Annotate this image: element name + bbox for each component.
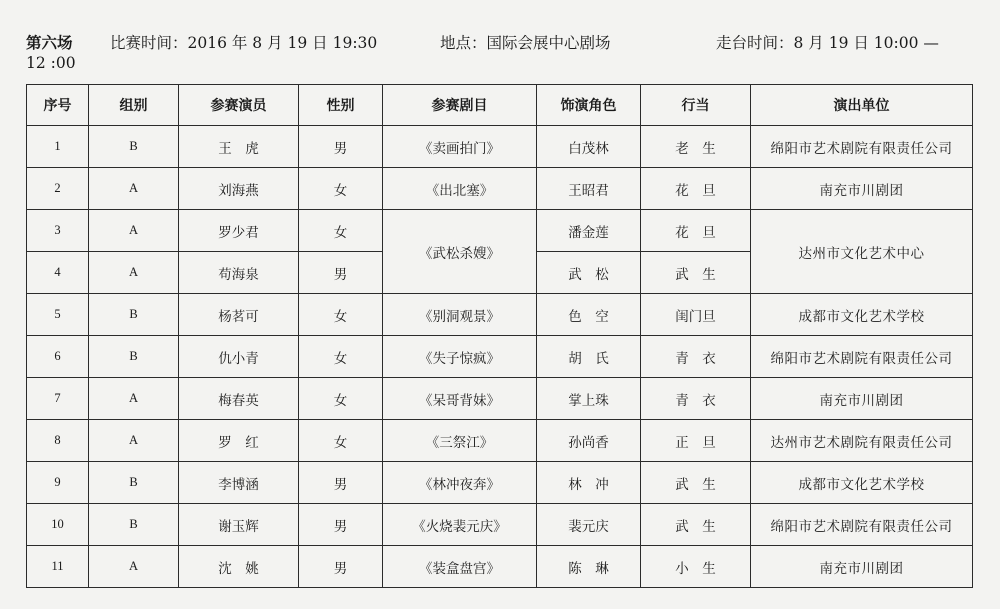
cell-unit: 达州市艺术剧院有限责任公司 — [751, 420, 973, 462]
cell-performer: 杨茗可 — [179, 294, 299, 336]
cell-unit: 成都市文化艺术学校 — [751, 294, 973, 336]
cell-no: 11 — [27, 546, 89, 588]
table-row — [27, 504, 973, 546]
cell-group: A — [89, 420, 179, 462]
cell-performer: 苟海泉 — [179, 252, 299, 294]
cell-unit: 绵阳市艺术剧院有限责任公司 — [751, 126, 973, 168]
column-header-play: 参赛剧目 — [383, 85, 537, 126]
cell-group: B — [89, 294, 179, 336]
table-row — [27, 336, 973, 378]
cell-unit: 绵阳市艺术剧院有限责任公司 — [751, 504, 973, 546]
cell-group: B — [89, 462, 179, 504]
cell-unit: 南充市川剧团 — [751, 546, 973, 588]
cell-group: A — [89, 546, 179, 588]
cell-unit: 绵阳市艺术剧院有限责任公司 — [751, 336, 973, 378]
cell-group: B — [89, 504, 179, 546]
table-header-row — [27, 85, 973, 126]
cell-gender: 女 — [299, 420, 383, 462]
rehearsal-end-time: 12 :00 — [26, 54, 76, 72]
cell-group: B — [89, 126, 179, 168]
cell-type: 武 生 — [641, 462, 751, 504]
cell-gender: 女 — [299, 336, 383, 378]
venue: 地点：国际会展中心剧场 — [440, 34, 611, 52]
cell-role: 林 冲 — [537, 462, 641, 504]
cell-performer: 刘海燕 — [179, 168, 299, 210]
cell-no: 1 — [27, 126, 89, 168]
cell-no: 5 — [27, 294, 89, 336]
cell-performer: 梅春英 — [179, 378, 299, 420]
column-header-role: 饰演角色 — [537, 85, 641, 126]
cell-play: 《出北塞》 — [383, 168, 537, 210]
table-row — [27, 378, 973, 420]
cell-performer: 罗 红 — [179, 420, 299, 462]
table-row — [27, 168, 973, 210]
cell-group: A — [89, 252, 179, 294]
cell-no: 7 — [27, 378, 89, 420]
cell-group: A — [89, 168, 179, 210]
cell-no: 10 — [27, 504, 89, 546]
cell-type: 正 旦 — [641, 420, 751, 462]
session-title: 第六场 — [26, 33, 73, 52]
cell-role: 武 松 — [537, 252, 641, 294]
cell-role: 胡 氏 — [537, 336, 641, 378]
cell-performer: 罗少君 — [179, 210, 299, 252]
cell-play: 《林冲夜奔》 — [383, 462, 537, 504]
cell-gender: 男 — [299, 462, 383, 504]
match-time: 比赛时间：2016 年 8 月 19 日 19:30 — [110, 34, 378, 52]
cell-no: 8 — [27, 420, 89, 462]
cell-type: 花 旦 — [641, 168, 751, 210]
column-header-type: 行当 — [641, 85, 751, 126]
cell-unit: 成都市文化艺术学校 — [751, 462, 973, 504]
rehearsal-time: 走台时间：8 月 19 日 10:00 — — [716, 34, 939, 52]
column-header-gender: 性别 — [299, 85, 383, 126]
cell-gender: 男 — [299, 126, 383, 168]
cell-unit: 南充市川剧团 — [751, 378, 973, 420]
cell-role: 裴元庆 — [537, 504, 641, 546]
cell-gender: 男 — [299, 546, 383, 588]
cell-performer: 王 虎 — [179, 126, 299, 168]
cell-performer: 谢玉辉 — [179, 504, 299, 546]
cell-gender: 男 — [299, 252, 383, 294]
cell-no: 6 — [27, 336, 89, 378]
table-row — [27, 294, 973, 336]
cell-type: 武 生 — [641, 504, 751, 546]
cell-role: 潘金莲 — [537, 210, 641, 252]
cell-play: 《卖画拍门》 — [383, 126, 537, 168]
table-row — [27, 462, 973, 504]
table-row — [27, 546, 973, 588]
cell-gender: 女 — [299, 210, 383, 252]
cell-play: 《装盒盘宫》 — [383, 546, 537, 588]
cell-play: 《火烧裴元庆》 — [383, 504, 537, 546]
cell-play: 《别洞观景》 — [383, 294, 537, 336]
cell-no: 9 — [27, 462, 89, 504]
cell-no: 2 — [27, 168, 89, 210]
schedule-header — [26, 34, 986, 86]
cell-performer: 仇小青 — [179, 336, 299, 378]
cell-no: 3 — [27, 210, 89, 252]
cell-performer: 沈 姚 — [179, 546, 299, 588]
cell-no: 4 — [27, 252, 89, 294]
cell-play: 《失子惊疯》 — [383, 336, 537, 378]
schedule-table — [26, 84, 973, 588]
cell-type: 闺门旦 — [641, 294, 751, 336]
column-header-unit: 演出单位 — [751, 85, 973, 126]
cell-performer: 李博涵 — [179, 462, 299, 504]
cell-group: A — [89, 210, 179, 252]
cell-type: 花 旦 — [641, 210, 751, 252]
cell-gender: 女 — [299, 168, 383, 210]
cell-gender: 女 — [299, 294, 383, 336]
cell-group: A — [89, 378, 179, 420]
column-header-performer: 参赛演员 — [179, 85, 299, 126]
cell-type: 小 生 — [641, 546, 751, 588]
cell-gender: 男 — [299, 504, 383, 546]
cell-group: B — [89, 336, 179, 378]
cell-unit: 南充市川剧团 — [751, 168, 973, 210]
cell-type: 武 生 — [641, 252, 751, 294]
cell-role: 陈 琳 — [537, 546, 641, 588]
cell-role: 白茂林 — [537, 126, 641, 168]
cell-type: 青 衣 — [641, 336, 751, 378]
cell-role: 掌上珠 — [537, 378, 641, 420]
column-header-no: 序号 — [27, 85, 89, 126]
cell-play: 《武松杀嫂》 — [383, 210, 537, 294]
cell-role: 色 空 — [537, 294, 641, 336]
table-row — [27, 210, 973, 252]
table-row — [27, 420, 973, 462]
cell-unit: 达州市文化艺术中心 — [751, 210, 973, 294]
cell-play: 《三祭江》 — [383, 420, 537, 462]
cell-type: 老 生 — [641, 126, 751, 168]
cell-play: 《呆哥背妹》 — [383, 378, 537, 420]
cell-gender: 女 — [299, 378, 383, 420]
cell-role: 孙尚香 — [537, 420, 641, 462]
cell-type: 青 衣 — [641, 378, 751, 420]
table-row — [27, 126, 973, 168]
column-header-group: 组别 — [89, 85, 179, 126]
cell-role: 王昭君 — [537, 168, 641, 210]
